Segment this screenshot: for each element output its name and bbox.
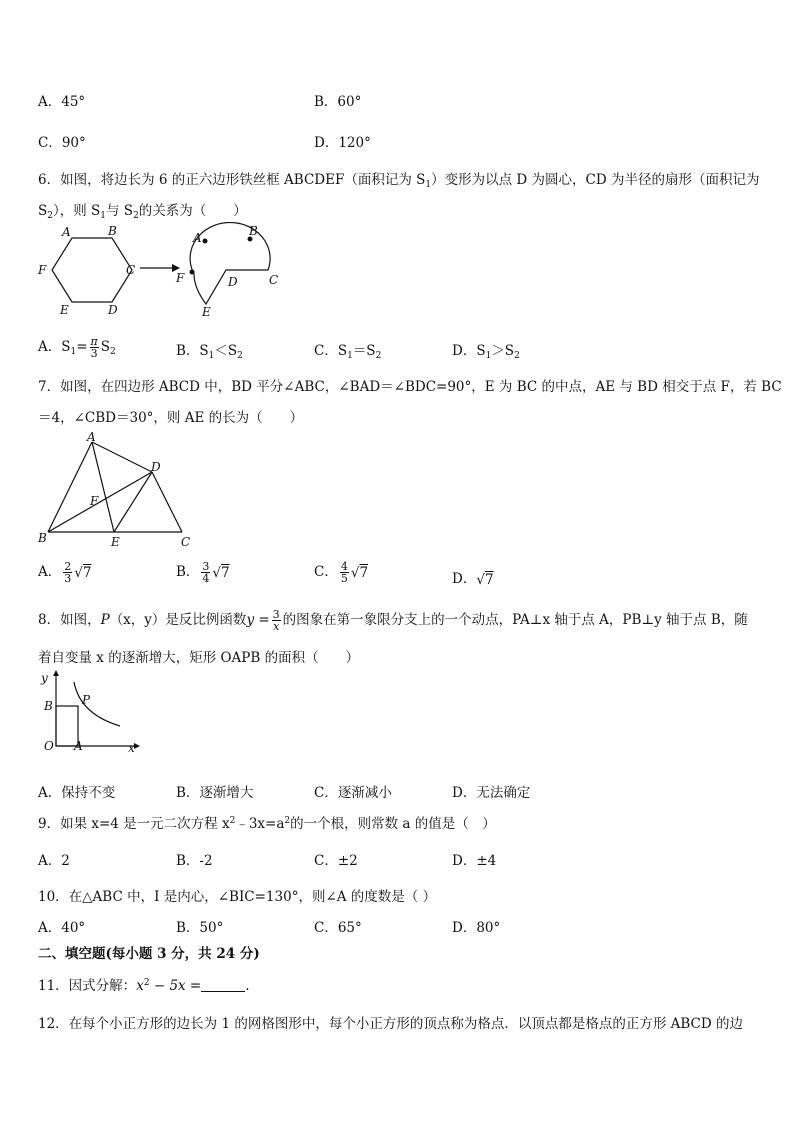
q11-stem: 11．因式分解：$x^2 - 5x$ = .: [38, 978, 250, 994]
q6-option-c: C．$S_1=S_2$: [314, 343, 382, 361]
q6-figure: [30, 222, 290, 322]
section-2-heading: 二、填空题(每小题 3 分，共 24 分): [38, 946, 260, 962]
q8-label-o: O: [44, 739, 54, 753]
q7-stem-line1: 7．如图，在四边形 ABCD 中，BD 平分∠ABC，∠BAD＝∠BDC=90°，E 为 BC 的中点，AE 与 BD 相交于点 F，若 BC: [38, 379, 782, 395]
q5-option-b: B．60°: [314, 94, 362, 110]
q5-option-d: D．120°: [314, 135, 371, 151]
q6-stem-line1: 6．如图，将边长为 6 的正六边形铁丝框 ABCDEF（面积记为 $S_1$）变形为以点 D 为圆心，CD 为半径的扇形（面积记为: [38, 172, 760, 190]
q7-label-d: D: [151, 460, 161, 474]
q10-option-b: B．50°: [176, 920, 224, 936]
sector-shape: [190, 222, 270, 304]
q8-label-x: x: [128, 741, 135, 754]
q7-label-a: A: [87, 430, 96, 444]
q9-option-b: B．-2: [176, 853, 213, 869]
q9-option-a: A．2: [38, 853, 70, 869]
hex-label-b: B: [108, 224, 117, 238]
q8-label-p: P: [82, 693, 91, 707]
q7-option-d: D．√7: [452, 571, 494, 588]
q8-option-b: B．逐渐增大: [176, 785, 254, 801]
q8-option-d: D．无法确定: [452, 785, 531, 801]
sector-label-a: A: [193, 231, 202, 245]
q6-option-a: A．$S_1=$ $\frac{\pi}{3}$ $S_2$: [38, 335, 116, 360]
hex-label-c: C: [126, 263, 136, 277]
q9-stem: 9．如果 x=4 是一元二次方程 $x^2﹣3x=a^2$的一个根，则常数 a 的值是（ ）: [38, 816, 496, 832]
q7-label-f: F: [90, 494, 99, 508]
q7-option-b: B． $\frac{3}{4}$ √7: [176, 560, 230, 585]
hex-label-a: A: [62, 225, 71, 239]
q6-stem-line2: $S_2$），则 $S_1$与 $S_2$的关系为（ ）: [38, 203, 247, 221]
hex-label-f: F: [38, 263, 47, 277]
q8-label-b: B: [44, 699, 53, 713]
q10-stem: 10．在△ABC 中，I 是内心，∠BIC=130°，则∠A 的度数是（ ）: [38, 889, 437, 905]
q10-option-c: C．65°: [314, 920, 362, 936]
sector-point-a: [203, 239, 208, 244]
q6-option-d: D．$S_1>S_2$: [452, 343, 520, 361]
q5-option-a: A．45°: [38, 94, 86, 110]
q7-stem-line2: ＝4，∠CBD＝30°，则 AE 的长为（ ）: [38, 410, 304, 426]
q8-stem-line2: 着自变量 x 的逐渐增大，矩形 OAPB 的面积（ ）: [38, 650, 360, 666]
hexagon-shape: [52, 238, 132, 302]
sector-point-f: [190, 270, 195, 275]
q7-option-c: C． $\frac{4}{5}$ √7: [314, 560, 369, 585]
hex-label-e: E: [60, 303, 69, 317]
q12-stem: 12．在每个小正方形的边长为 1 的网格图形中，每个小正方形的顶点称为格点．以顶点都是格点的正方形 ABCD 的边: [38, 1016, 744, 1032]
hex-label-d: D: [108, 303, 118, 317]
q7-label-b: B: [38, 531, 47, 545]
q10-option-d: D．80°: [452, 920, 501, 936]
q11-answer-blank: [201, 979, 245, 992]
q8-figure: [36, 670, 140, 754]
q8-stem-line1: 8．如图，P（x，y）是反比例函数y = $\frac{3}{x}$ 的图象在第一象限分支上的一个动点，PA⊥x 轴于点 A，PB⊥y 轴于点 B，随: [38, 608, 748, 633]
sector-label-f: F: [176, 271, 185, 285]
q8-label-y: y: [41, 671, 48, 685]
sector-label-b: B: [249, 224, 258, 238]
q9-option-d: D．±4: [452, 853, 497, 869]
q6-option-b: B．$S_1<S_2$: [176, 343, 243, 361]
q7-label-c: C: [181, 535, 191, 549]
q8-option-a: A．保持不变: [38, 785, 116, 801]
q8-label-a: A: [74, 739, 83, 753]
q7-option-a: A． $\frac{2}{3}$ √7: [38, 560, 92, 585]
sector-label-c: C: [269, 273, 279, 287]
q7-figure: [34, 428, 204, 550]
q10-option-a: A．40°: [38, 920, 86, 936]
q5-option-c: C．90°: [38, 135, 86, 151]
q8-option-c: C．逐渐减小: [314, 785, 392, 801]
q7-label-e: E: [111, 535, 120, 549]
sector-label-e: E: [202, 305, 211, 319]
sector-label-d: D: [228, 275, 238, 289]
q9-option-c: C．±2: [314, 853, 358, 869]
